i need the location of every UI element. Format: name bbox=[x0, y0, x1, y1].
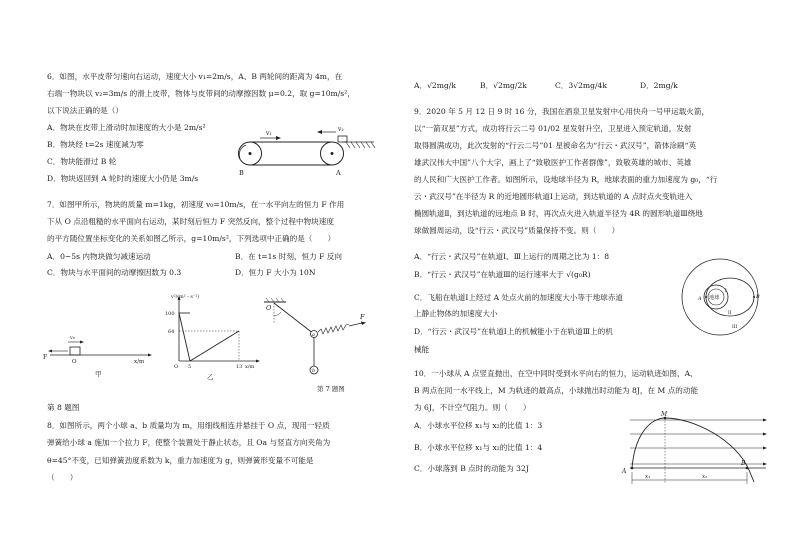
belt-v1-label: v₁ bbox=[266, 130, 272, 137]
q10-line2: B 两点在同一水平线上，M 为轨迹的最高点，小球抛出时动能为 8J，在 M 点的动能 bbox=[414, 386, 699, 395]
traj-x2-label: x₂ bbox=[702, 474, 708, 480]
q8-option-c: C．3√2mg/4k bbox=[555, 81, 607, 90]
q7-option-b: B．在 t=1s 时刻，恒力 F 反向 bbox=[235, 252, 342, 261]
balls-f-label: F bbox=[360, 313, 365, 321]
q9-line8: 球做圆周运动，设“行云・武汉号”质量保持不变。则（ ） bbox=[414, 226, 620, 235]
q9-option-d-line1: D．“行云・武汉号”在轨道Ⅰ上的机械能小于在轨道Ⅲ上的机 bbox=[414, 327, 613, 336]
q7-option-c: C．物块与水平面间的动摩擦因数为 0.3 bbox=[47, 268, 182, 277]
orbit-b-label: B bbox=[756, 294, 760, 300]
q7-line3: 的平方随位置坐标变化的关系如图乙所示，g=10m/s²，下列选项中正确的是（ ） bbox=[47, 234, 336, 243]
q10-option-c: C．小球落到 B 点时的动能为 32J bbox=[414, 464, 529, 473]
orbit-earth-label: 地球 bbox=[709, 295, 720, 301]
traj-m-label: M bbox=[661, 411, 668, 418]
q7-figure-caption: 第 7 题图 bbox=[317, 385, 345, 393]
q9-option-c-line2: 上静止物体的加速度大小 bbox=[414, 309, 498, 318]
q6-option-b: B．物块经 t=2s 速度减为零 bbox=[47, 140, 144, 149]
q9-option-d-line2: 械能 bbox=[414, 345, 430, 354]
q8-option-b: B．√2mg/2k bbox=[480, 81, 527, 90]
q9-option-b-expr: √(g₀R) bbox=[566, 270, 591, 279]
q6-option-d: D．物块返回到 A 轮时的速度大小仍是 3m/s bbox=[47, 174, 199, 183]
q7-line1: 7．如图甲所示，物块的质量 m=1kg，初速度 v₀=10m/s，在一水平向左的恒力 F 作用 bbox=[47, 200, 345, 209]
belt-a-label: A bbox=[336, 169, 341, 177]
yi-tick-13: 13 bbox=[236, 364, 243, 370]
traj-a-label: A bbox=[622, 468, 627, 475]
traj-x1-label: x₁ bbox=[645, 474, 651, 480]
q6-line3: 以下说法正确的是（） bbox=[47, 106, 123, 115]
q10-line3: 为 6J，不计空气阻力。则（ ） bbox=[414, 403, 531, 412]
q8-line3: θ=45°不变，已知弹簧劲度系数为 k，重力加速度为 g，则弹簧形变量不可能是 bbox=[47, 456, 314, 465]
balls-a-label: a bbox=[312, 332, 315, 338]
belt-v2-label: v₂ bbox=[338, 126, 344, 133]
q8-line1: 8．如图所示，两个小球 a、b 质量均为 m，用细线相连并悬挂于 O 点，现用一轻质 bbox=[47, 421, 330, 430]
traj-b-label: B bbox=[741, 460, 746, 467]
figure-balls-spring bbox=[262, 298, 372, 396]
jia-x-label: x/m bbox=[134, 359, 145, 365]
yi-tick-64: 64 bbox=[168, 329, 175, 335]
figure-yi-graph bbox=[155, 293, 265, 381]
yi-tick-5: 5 bbox=[188, 364, 192, 370]
q8-line2: 弹簧给小球 a 施加一个拉力 F，使整个装置处于静止状态，且 Oa 与竖直方向夹角为 bbox=[47, 438, 331, 447]
yi-tick-100: 100 bbox=[165, 311, 175, 317]
orbit-i-label: I bbox=[725, 289, 727, 294]
belt-b-label: B bbox=[239, 169, 244, 177]
q9-line5: 的人民和广大医护工作者。如图所示，设地球半径为 R，地球表面的重力加速度为 g₀，“行 bbox=[414, 175, 718, 184]
q8-figure-caption: 第 8 题图 bbox=[47, 403, 80, 412]
q6-line2: 右端一物块以 v₂=3m/s 的滑上皮带，物体与皮带间的动摩擦因数 μ=0.2，取 g=10m/s²， bbox=[47, 89, 355, 98]
conveyor-belt-figure bbox=[226, 128, 376, 184]
yi-x-axis-label: x/m bbox=[245, 364, 255, 370]
balls-o-label: O bbox=[266, 304, 272, 312]
q6-line1: 6．如图，水平皮带匀速向右运动，速度大小 v₁=2m/s，A、B 两轮间的距离为 4m，在 bbox=[47, 72, 343, 81]
q10-line1: 10．一小球从 A 点竖直抛出，在空中同时受到水平向右的恒力，运动轨迹如图，A、 bbox=[414, 369, 698, 378]
q7-option-a: A．0~5s 内物块做匀减速运动 bbox=[47, 252, 151, 261]
yi-caption: 乙 bbox=[207, 373, 214, 381]
q8-option-d: D．2mg/k bbox=[640, 81, 678, 90]
orbit-a-label: A bbox=[698, 296, 702, 302]
yi-origin-label: O bbox=[174, 364, 179, 370]
figure-jia bbox=[40, 330, 155, 378]
jia-v0-label: v₀ bbox=[70, 335, 75, 341]
q9-option-b bbox=[414, 270, 591, 280]
q9-line7: 椭圆轨道Ⅱ，到达轨道的远地点 B 时，再次点火进入轨道半径为 4R 的圆形轨道Ⅲ绕地 bbox=[414, 209, 703, 218]
jia-caption: 甲 bbox=[95, 370, 102, 378]
q9-line2: 以“一箭双星”方式，成功将行云二号 01/02 星发射升空，卫星进入预定轨道，发射 bbox=[414, 124, 692, 133]
q9-option-c-line1: C．飞船在轨道Ⅰ上经过 A 处点火前的加速度大小等于地球赤道 bbox=[414, 293, 623, 302]
orbit-iii-label: III bbox=[732, 325, 738, 330]
jia-f-label: F bbox=[43, 354, 48, 361]
q9-line6: 云・武汉号”在半径为 R 的近地圆形轨道Ⅰ上运动，到达轨道的 A 点时点火变轨进入 bbox=[414, 192, 693, 201]
q8-option-a: A．√2mg/k bbox=[414, 81, 456, 90]
q9-option-b-text: B．“行云・武汉号”在轨道Ⅲ的运行速率大于 bbox=[414, 270, 564, 279]
q9-line1: 9．2020 年 5 月 12 日 9 时 16 分，我国在酒泉卫星发射中心用快舟一号甲运载火箭， bbox=[414, 107, 710, 116]
q10-option-a: A．小球水平位移 x₁与 x₂的比值 1：3 bbox=[414, 421, 543, 430]
q6-option-c: C．物块能滑过 B 轮 bbox=[47, 157, 117, 166]
q10-option-b: B．小球水平位移 x₁与 x₂的比值 1：4 bbox=[414, 443, 543, 452]
q9-option-a: A．“行云・武汉号”在轨道Ⅰ、Ⅲ上运行的周期之比为 1：8 bbox=[414, 252, 610, 261]
q6-option-a: A．物块在皮带上滑动时加速度的大小是 2m/s² bbox=[47, 123, 206, 132]
orbit-ii-label: II bbox=[728, 311, 732, 316]
q8-line4: （ ） bbox=[47, 473, 78, 482]
q9-line3: 取得圆满成功，此次发射的“行云二号”01 星被命名为“行云・武汉号”，箭体涂刷“英 bbox=[414, 141, 697, 150]
yi-y-axis-label: v²/(m²・s⁻²) bbox=[171, 295, 200, 300]
q9-line4: 雄武汉伟大中国”八个大字，画上了“致敬医护工作者群像”，致敬英雄的城市、英雄 bbox=[414, 158, 692, 167]
orbit-figure bbox=[680, 262, 772, 346]
jia-origin-label: O bbox=[72, 359, 77, 365]
trajectory-figure bbox=[618, 410, 768, 492]
balls-b-label: b bbox=[312, 368, 316, 374]
q7-option-d: D．恒力 F 大小为 10N bbox=[235, 268, 316, 277]
q7-line2: 下从 O 点沿粗糙的水平面向右运动，某时刻后恒力 F 突然反向，整个过程中物块速度 bbox=[47, 217, 334, 226]
